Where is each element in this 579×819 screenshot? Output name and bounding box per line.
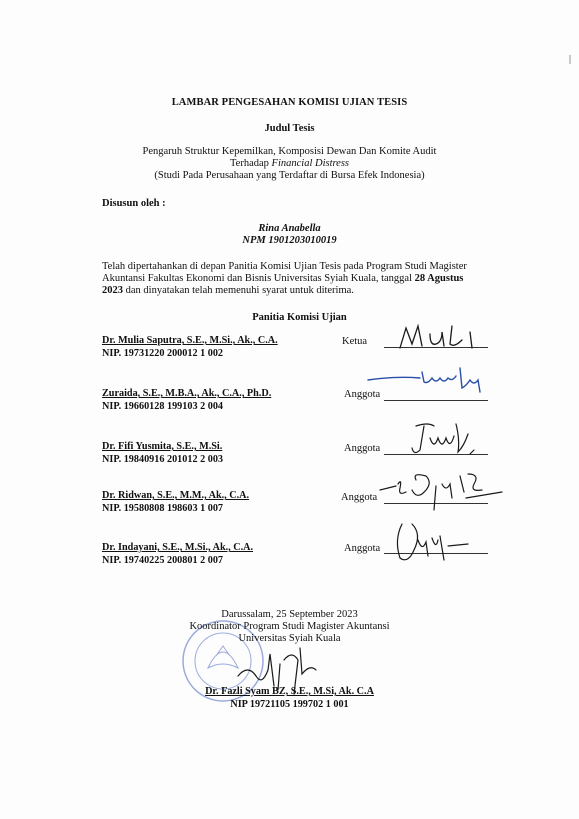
member-nip-2: NIP. 19660128 199103 2 004 <box>102 401 224 412</box>
approval-nip <box>0 699 579 710</box>
statement-date: 28 Agustus <box>414 273 464 284</box>
member-role-2: Anggota <box>344 389 381 400</box>
thesis-title-line2 <box>0 158 579 170</box>
member-name-2: Zuraida, S.E., M.B.A., Ak., C.A., Ph.D. <box>102 388 272 399</box>
page-edge-mark <box>569 55 571 64</box>
signature-1 <box>396 322 496 352</box>
approval-nip-suffix: 1 001 <box>325 699 349 710</box>
signature-2 <box>366 366 486 396</box>
approval-name: Dr. Fazli Syam BZ, S.E., M.Si, Ak. C.A <box>205 686 374 697</box>
member-nip-4: NIP. 19580808 198603 1 007 <box>102 503 224 514</box>
signature-4 <box>376 470 506 514</box>
member-name-1: Dr. Mulia Saputra, S.E., M.Si., Ak., C.A. <box>102 335 278 346</box>
member-name-5: Dr. Indayani, S.E., M.Si., Ak., C.A. <box>102 542 254 553</box>
member-nip-5: NIP. 19740225 200801 2 007 <box>102 555 224 566</box>
approval-university: Universitas Syiah Kuala <box>238 633 341 644</box>
thesis-title-line2-prefix: Terhadap <box>229 158 272 169</box>
statement-line2 <box>102 273 482 285</box>
approval-place-date: Darussalam, 25 September 2023 <box>221 609 358 620</box>
member-role-1: Ketua <box>342 336 368 347</box>
thesis-title-line3: (Studi Pada Perusahaan yang Terdaftar di Bursa Efek Indonesia) <box>154 170 425 181</box>
member-role-4: Anggota <box>341 492 378 503</box>
committee-heading: Panitia Komisi Ujian <box>252 312 347 323</box>
signature-5 <box>392 516 472 566</box>
author-npm: NPM 1901203010019 <box>242 235 337 246</box>
page-title: LAMBAR PENGESAHAN KOMISI UJIAN TESIS <box>171 97 408 108</box>
statement-line2-prefix: Akuntansi Fakultas Ekonomi dan Bisnis Universitas Syiah Kuala, tanggal <box>102 273 415 284</box>
signature-3 <box>408 420 478 460</box>
statement-year: 2023 <box>102 285 123 296</box>
member-role-5: Anggota <box>344 543 381 554</box>
thesis-title-line2-italic: Financial Distress <box>271 158 350 169</box>
statement-line3-suffix: dan dinyatakan telah memenuhi syarat untuk diterima. <box>123 285 354 296</box>
member-name-3: Dr. Fifi Yusmita, S.E., M.Si. <box>102 441 223 452</box>
approval-nip-prefix: NIP 19721105 199702 <box>230 699 326 710</box>
author-name: Rina Anabella <box>258 223 321 234</box>
thesis-title-line1: Pengaruh Struktur Kepemilkan, Komposisi Dewan Dan Komite Audit <box>142 146 437 157</box>
thesis-title-label: Judul Tesis <box>264 123 315 134</box>
member-name-4: Dr. Ridwan, S.E., M.M., Ak., C.A. <box>102 490 250 501</box>
signature-line-2 <box>384 400 488 401</box>
member-nip-3: NIP. 19840916 201012 2 003 <box>102 454 224 465</box>
member-role-3: Anggota <box>344 443 381 454</box>
statement-line1: Telah dipertahankan di depan Panitia Komisi Ujian Tesis pada Program Studi Magister <box>102 261 467 272</box>
approval-position: Koordinator Program Studi Magister Akuntansi <box>189 621 390 632</box>
disusun-label: Disusun oleh : <box>102 198 166 209</box>
statement-line3 <box>102 285 482 297</box>
member-nip-1: NIP. 19731220 200012 1 002 <box>102 348 224 359</box>
